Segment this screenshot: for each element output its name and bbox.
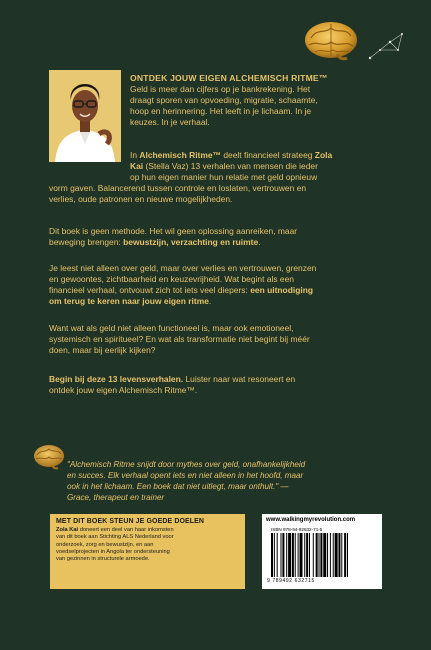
paragraph-method bbox=[49, 226, 400, 248]
text-line: verlies, oude patronen en nieuwe mogelijkheden. bbox=[49, 194, 233, 204]
text-line: draagt sporen van opvoeding, migratie, schaamte, bbox=[130, 95, 318, 105]
barcode-stripe bbox=[344, 533, 346, 577]
quote-line: en succes. Elk verhaal opent iets en niet alleen in het hoofd, maar bbox=[67, 471, 304, 480]
barcode-stripe bbox=[281, 533, 282, 577]
text-line: van dit boek aan Stichting ALS Nederland voor bbox=[56, 534, 174, 541]
text-line: Je leest niet alleen over geld, maar over verlies en vertrouwen, grenzen bbox=[49, 263, 317, 273]
text-line: keuzes. In je verhaal. bbox=[130, 117, 210, 127]
text-line: hoop en herinnering. Het leeft in je lichaam. In je bbox=[130, 106, 312, 116]
paragraph-book-intro-cont bbox=[49, 161, 400, 205]
paragraph-reading bbox=[49, 263, 400, 307]
barcode-stripe bbox=[320, 533, 322, 577]
barcode-stripe bbox=[330, 533, 331, 577]
barcode-stripe bbox=[288, 533, 291, 577]
text-line: financieel verhaal, ontvouwt zich tot iets veel diepers: een uitnodiging bbox=[49, 285, 314, 295]
text-line: voedselprojecten in Angola ter ondersteuning bbox=[56, 548, 170, 555]
author-photo bbox=[49, 70, 121, 162]
isbn-barcode-box bbox=[262, 514, 382, 589]
publisher-url: www.walkingmyrevolution.com bbox=[266, 517, 356, 523]
barcode-stripe bbox=[309, 533, 310, 577]
barcode-stripe bbox=[323, 533, 326, 577]
barcode-stripe bbox=[300, 533, 303, 577]
barcode-bars bbox=[271, 533, 373, 577]
barcode-stripe bbox=[306, 533, 308, 577]
charity-notice-body bbox=[56, 527, 239, 563]
barcode-stripe bbox=[338, 533, 340, 577]
barcode-stripe bbox=[277, 533, 278, 577]
barcode-stripe bbox=[282, 533, 284, 577]
charity-notice-box bbox=[50, 514, 245, 589]
barcode-stripe bbox=[313, 533, 314, 577]
text-line: om terug te keren naar jouw eigen ritme. bbox=[49, 296, 212, 306]
barcode-stripe bbox=[347, 533, 348, 577]
barcode-stripe bbox=[316, 533, 318, 577]
cover-heading: ONTDEK JOUW EIGEN ALCHEMISCH RITME™ bbox=[130, 73, 328, 83]
barcode-stripe bbox=[292, 533, 294, 577]
text-line: In Alchemisch Ritme™ deelt financieel strateeg Zola bbox=[130, 150, 333, 160]
text-line: op hun eigen manier hun relatie met geld opnieuw bbox=[130, 172, 318, 182]
barcode-stripe bbox=[319, 533, 320, 577]
text-line: onderzoek, zorg en bewustzijn, en aan bbox=[56, 541, 154, 548]
text-line: beweging brengen: bewustzijn, verzachting en ruimte. bbox=[49, 237, 261, 247]
barcode-digits: 9 789492 632715 bbox=[267, 578, 315, 584]
charity-notice-title: MET DIT BOEK STEUN JE GOEDE DOELEN bbox=[56, 518, 205, 525]
text-line: Kai (Stella Vaz) 13 verhalen van mensen die ieder bbox=[130, 161, 318, 171]
paragraph-call-to-action bbox=[49, 374, 400, 396]
text-line: ontdek jouw eigen Alchemisch Ritme™. bbox=[49, 385, 198, 395]
barcode-stripe bbox=[304, 533, 305, 577]
constellation-icon bbox=[360, 20, 410, 68]
quote-line: "Alchemisch Ritme snijdt door mythes over geld, onafhankelijkheid bbox=[67, 460, 306, 469]
barcode-stripe bbox=[286, 533, 287, 577]
author-name: Zola bbox=[314, 150, 333, 160]
quote-line: ook in het lichaam. Een boek dat niet uitlegt, maar onthult." — bbox=[67, 482, 289, 491]
text-line: Dit boek is geen methode. Het wil geen oplossing aanreiken, maar bbox=[49, 226, 298, 236]
barcode-stripe bbox=[298, 533, 299, 577]
barcode-stripe bbox=[327, 533, 328, 577]
isbn-label: ISBN 978-94-92632-71-5 bbox=[271, 527, 323, 532]
text-line: doen, maar bij eerlijk kijken? bbox=[49, 345, 156, 355]
text-line: Want wat als geld niet alleen functioneel is, maar ook emotioneel, bbox=[49, 323, 294, 333]
barcode-stripe bbox=[335, 533, 338, 577]
barcode-stripe bbox=[271, 533, 273, 577]
text-line: systemisch en spiritueel? En wat als transformatie niet begint bij méér bbox=[49, 334, 310, 344]
barcode-stripe bbox=[274, 533, 275, 577]
brain-icon bbox=[303, 18, 359, 62]
intro-paragraph bbox=[130, 84, 400, 128]
quote-attribution: Grace, therapeut en trainer bbox=[67, 493, 165, 502]
text-line: vorm gaven. Balancerend tussen controle en loslaten, vertrouwen en bbox=[49, 183, 307, 193]
testimonial-quote bbox=[67, 459, 367, 503]
text-line: Zola Kai doneert een deel van haar inkomsten bbox=[56, 527, 174, 533]
barcode-stripe bbox=[333, 533, 334, 577]
book-title: Alchemisch Ritme™ bbox=[139, 150, 221, 160]
text-line: Begin bij deze 13 levensverhalen. Luister naar wat resoneert en bbox=[49, 374, 296, 384]
paragraph-book-intro bbox=[130, 150, 400, 161]
barcode-stripe bbox=[341, 533, 342, 577]
text-line: Geld is meer dan cijfers op je bankrekening. Het bbox=[130, 84, 311, 94]
text-line: en gewoontes, zichtbaarheid en keuzevrijheid. Wat begint als een bbox=[49, 274, 294, 284]
text-line: van gezinnen in structurele armoede. bbox=[56, 556, 150, 563]
barcode-stripe bbox=[295, 533, 296, 577]
brain-icon bbox=[32, 443, 66, 471]
paragraph-questions bbox=[49, 323, 400, 356]
